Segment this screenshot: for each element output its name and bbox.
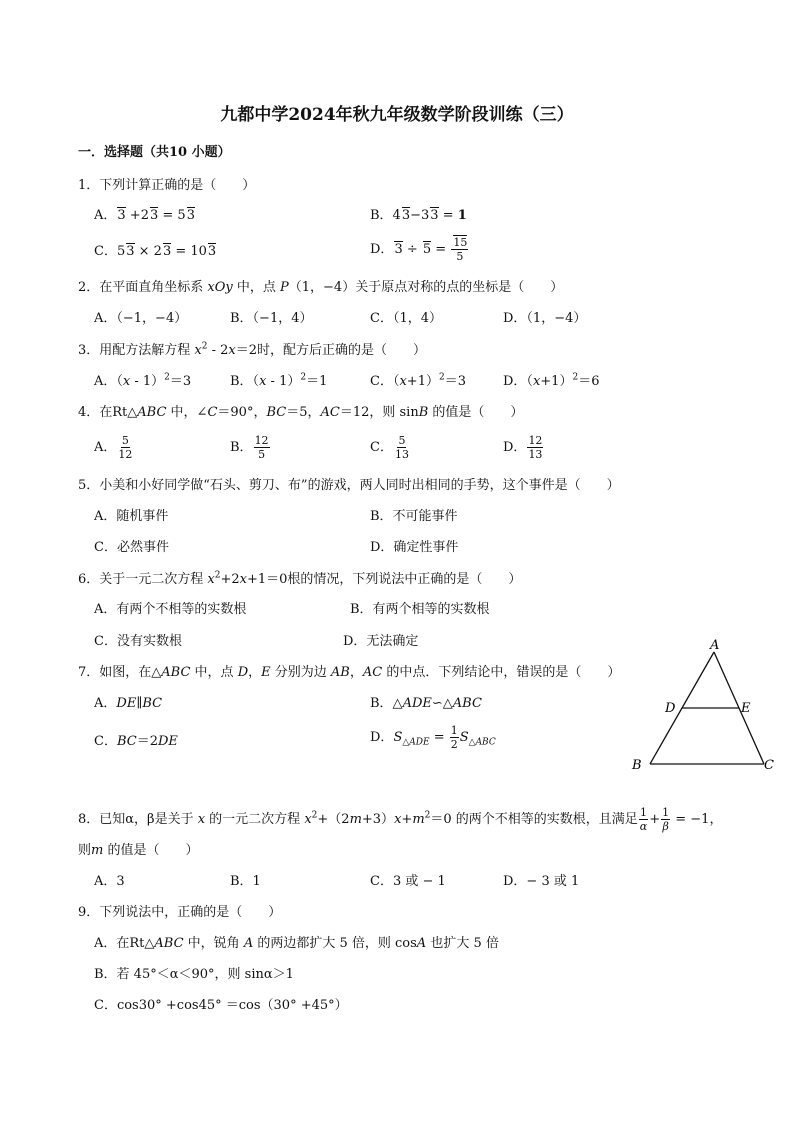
q4-stem: 4．在Rt△ABC 中，∠C＝90°，BC＝5，AC＝12，则 sinB 的值是（ ） [78, 405, 524, 420]
q8-option-c: C．3 或 − 1 [370, 874, 446, 889]
q5-stem: 5．小美和小好同学做“石头、剪刀、布”的游戏，两人同时出相同的手势，这个事件是（ ） [78, 478, 620, 493]
q2-option-a: A．（−1，−4） [94, 311, 188, 326]
page-title: 九都中学2024年秋九年级数学阶段训练（三） [220, 105, 574, 125]
label-c: C [764, 758, 774, 773]
q1-stem: 1．下列计算正确的是（ ） [78, 178, 256, 193]
q8-option-d: D．− 3 或 1 [503, 874, 580, 889]
q6-stem: 6．关于一元二次方程 $x^2+2x+1=0$根的情况，下列说法中正确的是（ ） [78, 570, 522, 587]
q5-option-b: B．不可能事件 [370, 509, 458, 524]
q2-option-c: C．（1，4） [370, 311, 442, 326]
q1-option-c: C．53 × 23 = 103 [94, 244, 217, 259]
q1-option-d: D．3 ÷ 5 = $\frac{15}{5}$ [370, 236, 468, 263]
label-d: D [665, 701, 676, 716]
q2-option-b: B．（−1，4） [230, 311, 313, 326]
q6-option-d: D．无法确定 [343, 634, 419, 649]
q8-stem: 8．已知α，β是关于 x 的一元二次方程 $x^2+(2m+3)x+m^2=0$ 的两个不相等的实数根，且满足 $\frac{1}{\alpha}$ + $\frac{1}{\beta}$ = −1， [78, 806, 723, 833]
q9-stem: 9．下列说法中，正确的是（ ） [78, 905, 282, 920]
q6-option-a: A．有两个不相等的实数根 [94, 602, 247, 617]
q5-option-d: D．确定性事件 [370, 540, 459, 555]
q5-option-c: C．必然事件 [94, 540, 169, 555]
q7-option-a: A．DE∥BC [94, 696, 163, 711]
q1-option-a: A．3 +23 = 53 [94, 208, 195, 223]
q3-option-c: C．$(x+1)^2=3$ [370, 372, 466, 389]
section-heading: 一．选择题（共10 小题） [78, 145, 231, 160]
q6-option-c: C．没有实数根 [94, 634, 182, 649]
q8-option-b: B．1 [230, 874, 261, 889]
q9-option-b: B．若 45°＜α＜90°，则 sinα＞1 [94, 967, 294, 982]
q9-option-a: A．在Rt△ABC 中，锐角 A 的两边都扩大 5 倍，则 cosA 也扩大 5 倍 [94, 936, 499, 951]
label-a: A [710, 638, 720, 653]
q1-option-b: B．43−33 = 1 [370, 208, 467, 223]
label-e: E [741, 701, 751, 716]
q3-option-d: D．$(x+1)^2=6$ [503, 372, 600, 389]
q5-option-a: A．随机事件 [94, 509, 169, 524]
q7-option-d: D．$S_{\triangle ADE}$ = $\frac{1}{2}$ $S_{\triangle ABC}$ [370, 724, 496, 751]
q4-option-c: C． $\frac{5}{13}$ [370, 434, 409, 461]
q3-option-a: A．（x - 1）$^2$＝3 [94, 372, 192, 389]
q3-option-b: B．（x - 1）$^2$＝1 [230, 372, 328, 389]
q8-option-a: A．3 [94, 874, 125, 889]
q3-stem: 3．用配方法解方程 $x^2 - 2x=2$时，配方后正确的是（ ） [78, 341, 427, 358]
q8-stem-continued: 则m 的值是（ ） [78, 843, 199, 858]
q4-option-a: A． $\frac{5}{12}$ [94, 434, 133, 461]
triangle-figure [628, 636, 782, 776]
q9-option-c: C．cos30° +cos45° ＝cos（30° +45°） [94, 998, 348, 1013]
q6-option-b: B．有两个相等的实数根 [350, 602, 490, 617]
q2-option-d: D．（1，−4） [503, 311, 587, 326]
label-b: B [632, 758, 642, 773]
q7-stem: 7．如图，在△ABC 中，点 D，E 分别为边 AB，AC 的中点．下列结论中，错误的是（ ） [78, 665, 621, 680]
q4-option-b: B． $\frac{12}{5}$ [230, 434, 269, 461]
q7-option-b: B．△ADE∽△ABC [370, 696, 482, 711]
q4-option-d: D． $\frac{12}{13}$ [503, 434, 543, 461]
q7-option-c: C．BC＝2DE [94, 734, 178, 749]
q2-stem: 2．在平面直角坐标系 xOy 中，点 P（1，−4）关于原点对称的点的坐标是（ ） [78, 280, 564, 295]
